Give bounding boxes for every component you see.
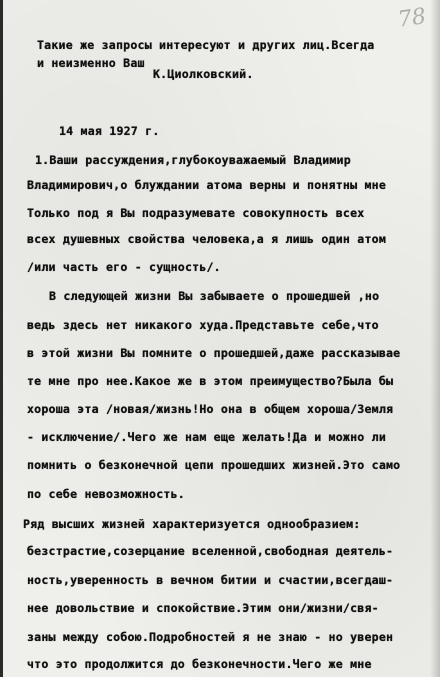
text-line: /или часть его - сущность/. <box>27 260 221 274</box>
text-line: Владимирович,о блуждании атома верны и понятны мне <box>27 178 387 192</box>
text-line: Только под я Вы подразумевате совокупность всех <box>27 206 365 220</box>
text-line: в этой жизни Вы помните о прошедшей,даже рассказывае <box>27 346 401 360</box>
text-line: Ряд высших жизней характеризуется однообразием: <box>23 517 361 531</box>
page-edge-shadow <box>430 0 440 677</box>
text-line: всех душевных свойства человека,а я лишь один атом <box>27 232 387 246</box>
text-line: 1.Ваши рассуждения,глубокоуважаемый Владимир <box>35 153 351 167</box>
text-line: безстрастие,созерцание вселенной,свободная деятель- <box>27 544 394 558</box>
text-line: - исключение/.Чего же нам еще желать!Да и можно ли <box>27 430 387 444</box>
text-line: и неизменно Ваш <box>37 56 145 70</box>
text-line: те мне про нее.Какое же в этом преимущество?Была бы <box>27 374 394 388</box>
text-line: заны между собою.Подробностей я не знаю - но уверен <box>27 630 394 644</box>
text-line: нее довольствие и спокойствие.Этим они/жизни/свя- <box>27 601 379 615</box>
signature-line: К.Циолковский. <box>153 67 254 81</box>
text-line: хороша эта /новая/жизнь!Но она в общем хороша/Земля <box>27 402 394 416</box>
text-line: В следующей жизни Вы забываете о прошедшей ,но <box>49 289 380 303</box>
text-line: по себе невозможность. <box>27 487 185 501</box>
text-line: помнить о безконечной цепи прошедших жизней.Это само <box>27 458 401 472</box>
text-line: Такие же запросы интересуют и других лиц.Всегда <box>37 38 375 52</box>
text-line: ность,уверенность в вечном битии и счастии,всегдаш- <box>27 573 394 587</box>
archive-number-mark: 78 <box>396 4 428 33</box>
text-line: что это продолжится до безконечности.Чего же мне <box>27 657 372 671</box>
text-line: ведь здесь нет никакого худа.Представьте себе,что <box>27 318 379 332</box>
date-line: 14 мая 1927 г. <box>59 124 160 138</box>
